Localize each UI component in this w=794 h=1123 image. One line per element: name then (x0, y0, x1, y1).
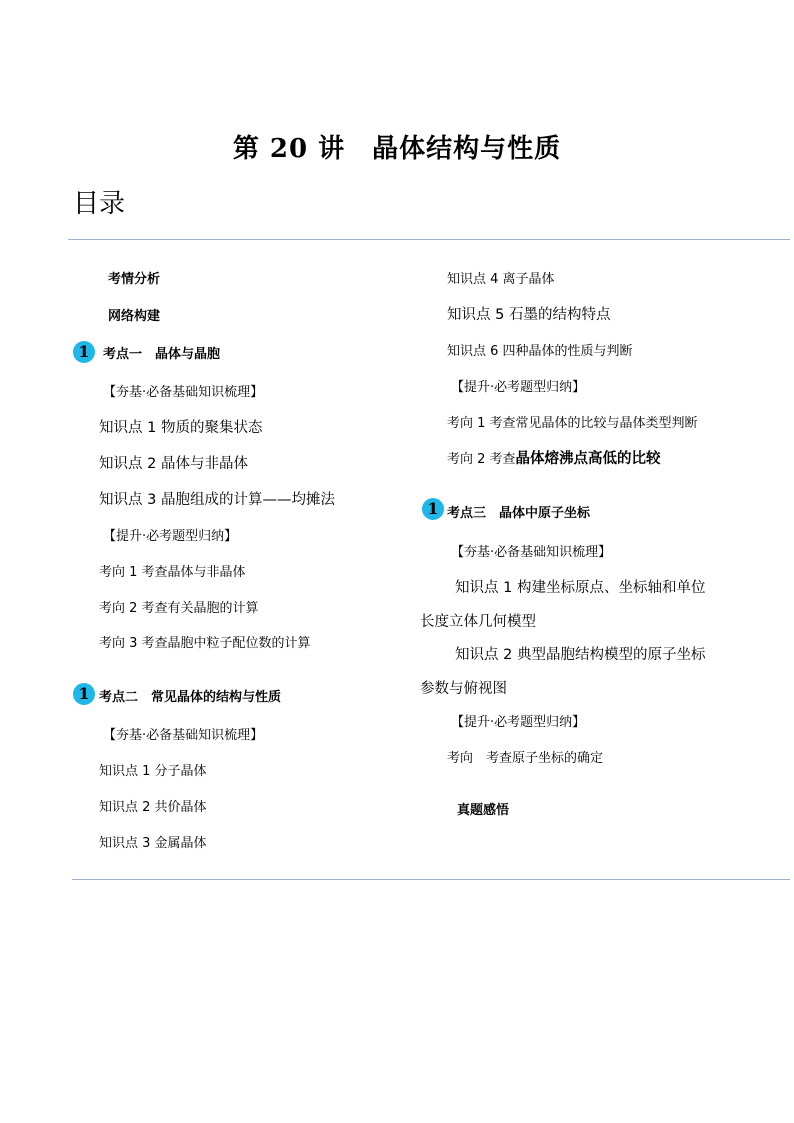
toc-s2-k6[interactable]: 知识点 6 四种晶体的性质与判断 (447, 344, 633, 359)
toc-s2-k1[interactable]: 知识点 1 分子晶体 (99, 764, 207, 779)
toc-section-3[interactable]: 考点三 晶体中原子坐标 (447, 506, 591, 521)
toc-s2-improve[interactable]: 【提升·必考题型归纳】 (451, 380, 586, 395)
toc-s3-k1-line1[interactable]: 知识点 1 构建坐标原点、坐标轴和单位 (455, 580, 706, 596)
toc-s2-d1[interactable]: 考向 1 考查常见晶体的比较与晶体类型判断 (447, 416, 698, 431)
toc-s2-k2[interactable]: 知识点 2 共价晶体 (99, 800, 207, 815)
top-divider (68, 239, 790, 240)
toc-s3-d1[interactable]: 考向 考查原子坐标的确定 (447, 751, 604, 766)
toc-s3-k2-line2[interactable]: 参数与俯视图 (420, 681, 507, 697)
toc-heading: 目录 (73, 189, 126, 219)
toc-s3-improve[interactable]: 【提升·必考题型归纳】 (451, 715, 586, 730)
toc-s1-basics[interactable]: 【夯基·必备基础知识梳理】 (103, 385, 264, 400)
toc-s2-basics[interactable]: 【夯基·必备基础知识梳理】 (103, 728, 264, 743)
toc-section-1[interactable]: 考点一 晶体与晶胞 (103, 347, 221, 362)
toc-s2-d2[interactable] (447, 447, 661, 468)
page-title: 第 20 讲 晶体结构与性质 (232, 134, 562, 164)
toc-analysis[interactable]: 考情分析 (108, 272, 161, 287)
section-marker-icon: 1 (422, 498, 444, 520)
bottom-divider (72, 879, 790, 880)
toc-s1-d1[interactable]: 考向 1 考查晶体与非晶体 (99, 565, 246, 580)
section-marker-icon: 1 (73, 341, 95, 363)
toc-s2-d2-prefix: 考向 2 考查 (447, 452, 516, 467)
toc-network[interactable]: 网络构建 (108, 309, 161, 324)
toc-section-2[interactable]: 考点二 常见晶体的结构与性质 (99, 690, 282, 705)
toc-s1-d3[interactable]: 考向 3 考查晶胞中粒子配位数的计算 (99, 636, 311, 651)
toc-s3-basics[interactable]: 【夯基·必备基础知识梳理】 (451, 545, 612, 560)
toc-s3-k2-line1[interactable]: 知识点 2 典型晶胞结构模型的原子坐标 (455, 647, 706, 663)
section-marker-icon: 1 (73, 683, 95, 705)
toc-s2-k4[interactable]: 知识点 4 离子晶体 (447, 272, 555, 287)
toc-s3-k1-line2[interactable]: 长度立体几何模型 (420, 614, 536, 630)
toc-exam[interactable]: 真题感悟 (457, 803, 510, 818)
toc-s1-improve[interactable]: 【提升·必考题型归纳】 (103, 529, 238, 544)
toc-s2-k3[interactable]: 知识点 3 金属晶体 (99, 836, 207, 851)
toc-s1-d2[interactable]: 考向 2 考查有关晶胞的计算 (99, 601, 259, 616)
toc-s2-k5[interactable]: 知识点 5 石墨的结构特点 (447, 307, 611, 323)
toc-s1-k3[interactable]: 知识点 3 晶胞组成的计算——均摊法 (99, 492, 335, 508)
toc-s2-d2-emph: 晶体熔沸点高低的比较 (515, 451, 661, 467)
toc-s1-k2[interactable]: 知识点 2 晶体与非晶体 (99, 456, 248, 472)
toc-s1-k1[interactable]: 知识点 1 物质的聚集状态 (99, 420, 263, 436)
